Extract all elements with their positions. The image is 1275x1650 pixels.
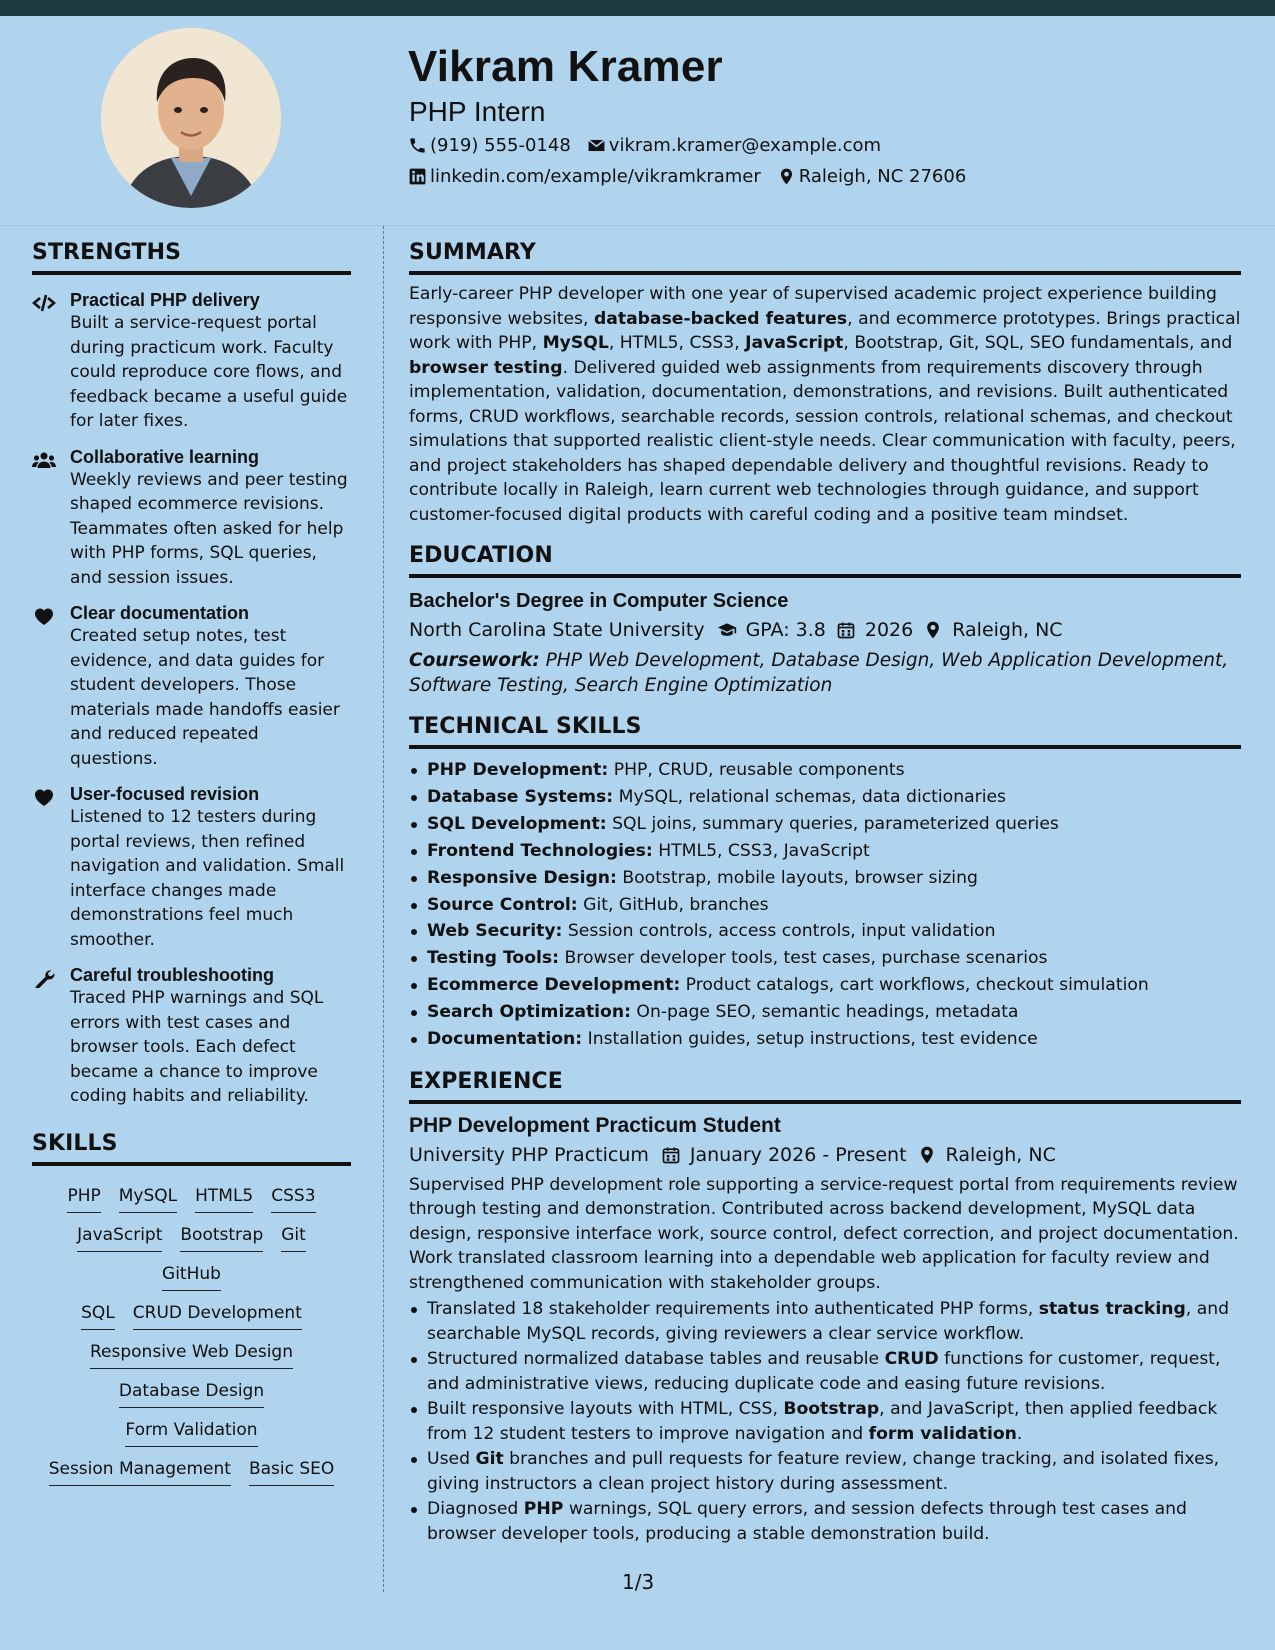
right-column <box>409 240 1241 1547</box>
graduation-year: 2026 <box>864 619 914 641</box>
technical-skill-item <box>409 972 1241 999</box>
job-dates: January 2026 - Present <box>689 1143 907 1166</box>
skill-category: Documentation: <box>427 1029 583 1050</box>
text-segment: Early-career PHP developer with one year of supervised academic project experience building responsive websites, <box>409 284 1217 329</box>
skill-values: Browser developer tools, test cases, purchase scenarios <box>559 948 1048 969</box>
education-meta <box>409 619 1241 641</box>
skill-category: Frontend Technologies: <box>427 840 653 861</box>
contact-row-1 <box>408 135 897 156</box>
skills-heading: SKILLS <box>32 1131 351 1166</box>
technical-skill-item <box>409 1026 1241 1053</box>
email-item[interactable] <box>587 135 881 156</box>
map-pin-icon <box>923 620 943 640</box>
skill-values: Installation guides, setup instructions, test evidence <box>582 1029 1038 1050</box>
technical-skills-list <box>409 757 1241 1053</box>
emphasis-text: status tracking <box>1038 1299 1186 1320</box>
strength-title: Collaborative learning <box>70 446 260 467</box>
skill-tag: Session Management <box>49 1457 231 1486</box>
skill-tag-row <box>36 1291 347 1330</box>
strength-title: Careful troubleshooting <box>70 965 274 985</box>
map-pin-icon <box>777 167 796 186</box>
emphasis-text: database-backed features <box>593 308 848 329</box>
skill-tags <box>32 1166 351 1486</box>
skill-tag: Git <box>281 1223 306 1252</box>
technical-skill-item <box>409 838 1241 865</box>
education-location: Raleigh, NC <box>952 619 1063 641</box>
skill-values: Product catalogs, cart workflows, checkout simulation <box>680 975 1149 996</box>
emphasis-text: JavaScript <box>745 333 844 353</box>
technical-skills-heading: TECHNICAL SKILLS <box>409 714 1241 749</box>
education-heading: EDUCATION <box>409 543 1241 578</box>
skill-tag-row <box>36 1330 347 1369</box>
text-segment: Translated 18 stakeholder requirements into authenticated PHP forms, <box>427 1299 1039 1320</box>
skill-tag-row <box>36 1369 347 1447</box>
strength-item <box>32 289 351 434</box>
summary-section <box>409 240 1241 527</box>
text-segment: Structured normalized database tables and reusable <box>427 1349 885 1370</box>
text-segment: warnings, SQL query errors, and session defects through test cases and browser developer tools, producing a stable demonstration build. <box>427 1499 1187 1544</box>
coursework-label: Coursework: <box>409 650 540 671</box>
job-location: Raleigh, NC <box>945 1143 1056 1166</box>
coursework-list: PHP Web Development, Database Design, Web Application Development, Software Testing, Search Engine Optimization <box>409 650 1229 696</box>
strength-body <box>70 602 351 771</box>
skill-tag: PHP <box>67 1184 100 1213</box>
gpa-text: GPA: 3.8 <box>745 619 826 641</box>
strength-description: Created setup notes, test evidence, and data guides for student developers. Those materials made handoffs easier and reduced repeated questions. <box>70 626 340 769</box>
job-bullets <box>409 1297 1241 1546</box>
strength-title: User-focused revision <box>70 784 260 804</box>
skill-values: On-page SEO, semantic headings, metadata <box>630 1002 1019 1023</box>
experience-bullet <box>409 1297 1241 1346</box>
profile-photo <box>101 28 281 208</box>
map-pin-icon <box>917 1145 937 1165</box>
skill-tag-row <box>36 1174 347 1213</box>
text-segment: branches and pull requests for feature review, change tracking, and isolated fixes, giving instructors a clean project history during assessment. <box>427 1449 1220 1494</box>
code-icon <box>32 293 56 313</box>
emphasis-text: Git <box>475 1449 504 1470</box>
skill-values: SQL joins, summary queries, parameterized queries <box>606 813 1059 834</box>
summary-heading: SUMMARY <box>409 240 1241 275</box>
strength-item <box>32 964 351 1109</box>
technical-skill-item <box>409 999 1241 1026</box>
candidate-name: Vikram Kramer <box>408 42 723 91</box>
linkedin-item[interactable] <box>408 166 761 187</box>
skill-tag: CRUD Development <box>133 1301 302 1330</box>
emphasis-text: Bootstrap <box>783 1399 880 1420</box>
strength-description: Built a service-request portal during practicum work. Faculty could reproduce core flows, and feedback became a useful guide for later fixes. <box>70 313 348 431</box>
strength-description: Weekly reviews and peer testing shaped ecommerce revisions. Teammates often asked for help with PHP forms, SQL queries, and session issues. <box>70 469 348 588</box>
location-item <box>777 166 967 187</box>
emphasis-text: MySQL <box>542 333 609 353</box>
text-segment: , Bootstrap, Git, SQL, SEO fundamentals, and <box>843 333 1233 353</box>
strength-description: Listened to 12 testers during portal reviews, then refined navigation and validation. Small interface changes made demonstrations feel much smoother. <box>70 807 345 950</box>
text-segment: . <box>1016 1423 1023 1444</box>
strength-item <box>32 783 351 952</box>
graduation-cap-icon <box>717 620 737 640</box>
strength-description: Traced PHP warnings and SQL errors with test cases and browser tools. Each defect became a chance to improve coding habits and reliability. <box>70 988 324 1106</box>
degree-title: Bachelor's Degree in Computer Science <box>409 590 789 612</box>
header-divider <box>0 225 1275 226</box>
skill-tag: Basic SEO <box>249 1457 334 1486</box>
skill-values: Session controls, access controls, input validation <box>562 921 996 942</box>
technical-skill-item <box>409 811 1241 838</box>
strength-body <box>70 783 351 952</box>
skill-tag: Bootstrap <box>180 1223 263 1252</box>
contact-row-2 <box>408 166 982 187</box>
phone-icon <box>408 136 427 155</box>
technical-skill-item <box>409 757 1241 784</box>
job-title: PHP Development Practicum Student <box>409 1113 781 1137</box>
skill-tag: Responsive Web Design <box>90 1340 293 1369</box>
skill-category: Testing Tools: <box>427 948 560 969</box>
skill-category: Ecommerce Development: <box>427 975 681 996</box>
technical-skill-item <box>409 865 1241 892</box>
strength-body <box>70 446 351 591</box>
skill-category: Web Security: <box>427 921 563 942</box>
skill-values: Git, GitHub, branches <box>577 894 769 915</box>
skill-tag: Form Validation <box>125 1418 257 1447</box>
technical-skills-section <box>409 714 1241 1053</box>
skill-tag: Database Design <box>119 1379 264 1408</box>
top-accent-bar <box>0 0 1275 16</box>
text-segment: , and JavaScript, then applied feedback from 12 student testers to improve navigation and <box>427 1399 1218 1444</box>
calendar-icon <box>661 1145 681 1165</box>
emphasis-text: PHP <box>523 1499 564 1520</box>
job-meta <box>409 1144 1241 1166</box>
skill-tag: MySQL <box>119 1184 177 1213</box>
organization: University PHP Practicum <box>409 1143 649 1166</box>
experience-bullet <box>409 1347 1241 1396</box>
text-segment: , HTML5, CSS3, <box>608 333 746 353</box>
experience-heading: EXPERIENCE <box>409 1069 1241 1104</box>
emphasis-text: browser testing <box>409 357 563 378</box>
text-segment: . Delivered guided web assignments from requirements discovery through implementation, validation, documentation, demonstrations, and revisions. Built authenticated forms, CRUD workflows, searchable records, session controls, relational schemas, and checkout simulations that supported realistic client-style needs. Clear communication with faculty, peers, and project stakeholders has shaped dependable delivery and thoughtful revisions. Ready to contribute locally in Raleigh, learn current web technologies through guidance, and support customer-focused digital products with careful coding and a positive team mindset. <box>409 357 1236 525</box>
skill-category: Source Control: <box>427 894 578 915</box>
text-segment: , and searchable MySQL records, giving reviewers a clear service workflow. <box>427 1299 1230 1344</box>
strengths-list <box>32 289 351 1109</box>
emphasis-text: CRUD <box>884 1349 939 1370</box>
left-column <box>32 240 351 1486</box>
skill-category: SQL Development: <box>427 813 607 834</box>
linkedin-icon <box>408 167 427 186</box>
experience-bullet <box>409 1447 1241 1496</box>
skill-values: MySQL, relational schemas, data dictionaries <box>613 786 1006 807</box>
text-segment: Used <box>427 1449 476 1470</box>
location-text: Raleigh, NC 27606 <box>798 166 967 187</box>
candidate-title: PHP Intern <box>409 96 546 127</box>
heart-icon <box>32 606 56 626</box>
skill-tag: SQL <box>81 1301 115 1330</box>
text-segment: , and ecommerce prototypes. Brings practical work with PHP, <box>409 308 1241 353</box>
skill-values: PHP, CRUD, reusable components <box>608 760 905 780</box>
technical-skill-item <box>409 892 1241 919</box>
skill-values: HTML5, CSS3, JavaScript <box>652 840 870 861</box>
skill-tag: CSS3 <box>271 1184 315 1213</box>
strengths-heading: STRENGTHS <box>32 240 351 275</box>
strength-item <box>32 446 351 591</box>
wrench-icon <box>32 968 56 988</box>
strength-body <box>70 964 351 1109</box>
skill-tag: JavaScript <box>77 1223 162 1252</box>
skill-tag-row <box>36 1447 347 1486</box>
technical-skill-item <box>409 945 1241 972</box>
calendar-icon <box>836 620 856 640</box>
experience-bullet <box>409 1497 1241 1546</box>
text-segment: functions for customer, request, and administrative views, reducing duplicate code and easing future revisions. <box>427 1349 1221 1394</box>
skill-values: Bootstrap, mobile layouts, browser sizing <box>616 867 978 888</box>
experience-bullet <box>409 1397 1241 1446</box>
skill-tag-row <box>36 1213 347 1291</box>
strength-item <box>32 602 351 771</box>
text-segment: Built responsive layouts with HTML, CSS, <box>427 1399 784 1420</box>
experience-section <box>409 1069 1241 1547</box>
skill-category: PHP Development: <box>427 760 609 780</box>
skill-category: Responsive Design: <box>427 867 617 888</box>
envelope-icon <box>587 136 606 155</box>
summary-text <box>409 282 1241 527</box>
skill-category: Search Optimization: <box>427 1002 631 1023</box>
email-address[interactable]: vikram.kramer@example.com <box>608 135 882 156</box>
phone-number: (919) 555-0148 <box>430 135 571 156</box>
coursework <box>409 649 1241 698</box>
technical-skill-item <box>409 784 1241 811</box>
education-section <box>409 543 1241 698</box>
technical-skill-item <box>409 918 1241 945</box>
phone-item <box>408 135 571 156</box>
strength-title: Clear documentation <box>70 603 250 623</box>
page-number: 1/3 <box>622 1570 655 1594</box>
skill-category: Database Systems: <box>427 786 614 807</box>
text-segment: Diagnosed <box>427 1499 524 1520</box>
skill-tag: GitHub <box>162 1262 221 1291</box>
job-description: Supervised PHP development role supporting a service-request portal from requirements review through testing and demonstration. Contributed across backend development, MySQL data design, responsive interface work, source control, defect correction, and project documentation. Work translated classroom learning into a dependable web application for faculty review and strengthened communication with stakeholder groups. <box>409 1174 1239 1293</box>
skill-tag: HTML5 <box>195 1184 253 1213</box>
strength-title: Practical PHP delivery <box>70 290 260 310</box>
heart-icon <box>32 787 56 807</box>
column-divider <box>383 226 384 1592</box>
school-name: North Carolina State University <box>409 619 705 641</box>
emphasis-text: form validation <box>868 1423 1017 1444</box>
linkedin-url[interactable]: linkedin.com/example/vikramkramer <box>430 166 761 187</box>
users-icon <box>32 450 56 470</box>
strength-body <box>70 289 351 434</box>
